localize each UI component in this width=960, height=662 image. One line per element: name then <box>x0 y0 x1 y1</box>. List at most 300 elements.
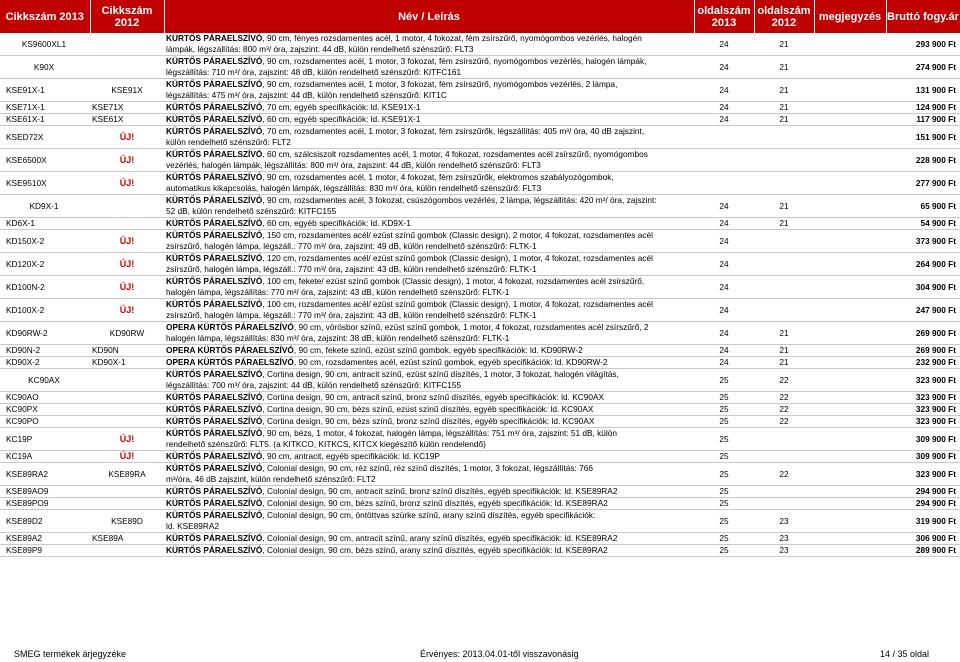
page-2012: 21 <box>754 345 814 357</box>
gross-price: 304 900 Ft <box>886 276 960 299</box>
product-description <box>164 498 694 510</box>
page-2012 <box>754 253 814 276</box>
page-2013: 25 <box>694 416 754 428</box>
product-description <box>164 114 694 126</box>
page-2013 <box>694 172 754 195</box>
table-row <box>0 357 960 369</box>
product-name: KÜRTŐS PÁRAELSZÍVÓ <box>166 299 263 309</box>
product-name: KÜRTŐS PÁRAELSZÍVÓ <box>166 56 263 66</box>
article-code-2013: KSED72X <box>0 126 90 149</box>
product-name: KÜRTŐS PÁRAELSZÍVÓ <box>166 369 263 379</box>
article-code-2013: KD100X-2 <box>0 299 90 322</box>
new-badge: ÚJ! <box>90 126 164 149</box>
product-description <box>164 195 694 218</box>
page-2012 <box>754 498 814 510</box>
article-code-2013: KSE89A2 <box>0 533 90 545</box>
gross-price: 264 900 Ft <box>886 253 960 276</box>
description-line-1: , 60 cm, egyéb specifikációk: ld. KSE91X-1 <box>262 114 421 124</box>
article-code-2012 <box>90 195 164 218</box>
description-line-1: , Colonial design, 90 cm, bézs színű, arany színű díszítés, egyéb specifikációk: ld. KSE89RA2 <box>262 545 608 555</box>
product-description <box>164 428 694 451</box>
product-description <box>164 299 694 322</box>
gross-price: 294 900 Ft <box>886 498 960 510</box>
page-2013: 25 <box>694 498 754 510</box>
page-2012: 21 <box>754 357 814 369</box>
product-description <box>164 79 694 102</box>
page-2013: 24 <box>694 114 754 126</box>
remark-cell <box>814 114 886 126</box>
description-line-2: zsírszűrő, halogén lámpa, légszáll.: 770 m³/ óra, zajszint: 43 dB, külön rendelhető szénszűrő: FLTK-1 <box>166 264 537 274</box>
article-code-2013: KC90PX <box>0 404 90 416</box>
description-line-1: , 90 cm, bézs, 1 motor, 4 fokozat, halogén lámpa, légszállítás: 751 m³/ óra, zajszint: 51 dB, külön <box>262 428 617 438</box>
description-line-2: automatikus kikapcsolás, halogén lámpák, légszállítás: 830 m³/ óra, külön rendelhető szénszűrő: FLT3 <box>166 183 542 193</box>
remark-cell <box>814 299 886 322</box>
article-code-2013: KC19A <box>0 451 90 463</box>
product-name: KÜRTŐS PÁRAELSZÍVÓ <box>166 126 263 136</box>
page-2012 <box>754 299 814 322</box>
page-2013: 24 <box>694 299 754 322</box>
remark-cell <box>814 56 886 79</box>
page-2012 <box>754 230 814 253</box>
description-line-1: , 90 cm, vörösbor színű, ezüst színű gombok, 1 motor, 4 fokozat, rozsdamentes acél zsírszűrő, 2 <box>293 322 649 332</box>
table-row <box>0 486 960 498</box>
product-description <box>164 404 694 416</box>
remark-cell <box>814 218 886 230</box>
new-badge: ÚJ! <box>90 230 164 253</box>
table-row <box>0 172 960 195</box>
article-code-2012: KSE89RA <box>90 463 164 486</box>
page-2013: 25 <box>694 428 754 451</box>
description-line-2: 52 dB, külön rendelhető szénszűrő: KITFC155 <box>166 206 337 216</box>
gross-price: 289 900 Ft <box>886 545 960 557</box>
article-code-2013: KSE89PO9 <box>0 498 90 510</box>
header-price: Bruttó fogy.ár <box>886 0 960 33</box>
remark-cell <box>814 126 886 149</box>
page-2013: 25 <box>694 369 754 392</box>
description-line-1: , 70 cm, rozsdamentes acél, 1 motor, 3 fokozat, fém zsírszűrők, légszállítás: 405 m³/ óra, 40 dB zajszint, <box>262 126 645 136</box>
page-2013: 25 <box>694 463 754 486</box>
page-2012: 22 <box>754 392 814 404</box>
product-description <box>164 369 694 392</box>
product-name: KÜRTŐS PÁRAELSZÍVÓ <box>166 463 263 473</box>
description-line-1: , 90 cm, rozsdamentes acél, 3 fokozat, csúszógombos vezérlés, 2 lámpa, légszállítás: 420 m³/ óra, zajszint: <box>262 195 657 205</box>
page-2012: 22 <box>754 416 814 428</box>
description-line-1: , 100 cm, rozsdamentes acél/ ezüst színű gombok (Classic design), 1 motor, 4 fokozat, rozsdamentes acél <box>262 299 653 309</box>
product-name: KÜRTŐS PÁRAELSZÍVÓ <box>166 533 263 543</box>
description-line-1: , 60 cm, szálcsiszolt rozsdamentes acél, 1 motor, 4 fokozat, rozsdamentes acél zsírszűrő, nyomógombos <box>262 149 648 159</box>
product-description <box>164 126 694 149</box>
description-line-2: zsírszűrő, halogén lámpa, légszáll.: 770 m³/ óra, zajszint: 49 dB, külön rendelhető szénszűrő: FLTK-1 <box>166 241 537 251</box>
header-cikkszam-2012: Cikkszám 2012 <box>90 0 164 33</box>
article-code-2012 <box>90 545 164 557</box>
product-description <box>164 345 694 357</box>
footer-page-number: 14 / 35 oldal <box>880 649 930 659</box>
header-name-description: Név / Leírás <box>164 0 694 33</box>
page-2012 <box>754 451 814 463</box>
table-row <box>0 253 960 276</box>
gross-price: 323 900 Ft <box>886 463 960 486</box>
remark-cell <box>814 392 886 404</box>
remark-cell <box>814 276 886 299</box>
gross-price: 323 900 Ft <box>886 369 960 392</box>
header-page-2013: oldalszám 2013 <box>694 0 754 33</box>
page-2013: 24 <box>694 322 754 345</box>
product-description <box>164 172 694 195</box>
remark-cell <box>814 102 886 114</box>
product-name: KÜRTŐS PÁRAELSZÍVÓ <box>166 392 263 402</box>
product-description <box>164 230 694 253</box>
description-line-2: zsírszűrő, halogén lámpa, légszáll.: 770 m³/ óra, zajszint: 43 dB, külön rendelhető szénszűrő: FLTK-1 <box>166 310 537 320</box>
remark-cell <box>814 369 886 392</box>
page-2013: 25 <box>694 404 754 416</box>
gross-price: 228 900 Ft <box>886 149 960 172</box>
product-description <box>164 276 694 299</box>
page-2013: 24 <box>694 357 754 369</box>
remark-cell <box>814 510 886 533</box>
description-line-2: légszállítás: 710 m³/ óra, zajszint: 48 dB, külön rendelhető szénszűrő: KITFC161 <box>166 67 462 77</box>
product-name: OPERA KÜRTŐS PÁRAELSZÍVÓ <box>166 322 294 332</box>
description-line-2: halogén lámpa, légszállítás: 770 m³/ óra, zajszint: 43 dB, külön rendelhető szénszűrő: FLTK-1 <box>166 287 510 297</box>
remark-cell <box>814 253 886 276</box>
description-line-2: rendelhető szénszűrő: FLT5. (a KITKCO, KITKCS, KITCX kiegészítő külön rendelendő) <box>166 439 486 449</box>
description-line-2: külön rendelhető szénszűrő: FLT2 <box>166 137 291 147</box>
remark-cell <box>814 463 886 486</box>
gross-price: 269 900 Ft <box>886 322 960 345</box>
gross-price: 309 900 Ft <box>886 451 960 463</box>
page-2013: 24 <box>694 253 754 276</box>
table-row <box>0 195 960 218</box>
product-description <box>164 463 694 486</box>
gross-price: 274 900 Ft <box>886 56 960 79</box>
article-code-2012: KSE71X <box>90 102 164 114</box>
gross-price: 323 900 Ft <box>886 416 960 428</box>
product-name: KÜRTŐS PÁRAELSZÍVÓ <box>166 218 263 228</box>
description-line-1: , 100 cm, fekete/ ezüst színű gombok (Classic design), 1 motor, 4 fokozat, rozsdamentes acél zsírszűrő, <box>262 276 645 286</box>
remark-cell <box>814 322 886 345</box>
description-line-1: , Cortina design, 90 cm, antracit színű, ezüst színű díszítés, 1 motor, 3 fokozat, halogén világítás, <box>262 369 619 379</box>
page-2013: 24 <box>694 33 754 56</box>
page-2012 <box>754 428 814 451</box>
page-2012: 21 <box>754 322 814 345</box>
description-line-2: lámpák, légszállítás: 800 m³/ óra, zajszint: 44 dB, külön rendelhető szénszűrő: FLT3 <box>166 44 474 54</box>
table-row <box>0 510 960 533</box>
article-code-2012 <box>90 369 164 392</box>
table-row <box>0 56 960 79</box>
table-row <box>0 322 960 345</box>
article-code-2012 <box>90 404 164 416</box>
page-2012: 23 <box>754 545 814 557</box>
remark-cell <box>814 33 886 56</box>
gross-price: 124 900 Ft <box>886 102 960 114</box>
article-code-2013: KD100N-2 <box>0 276 90 299</box>
table-row <box>0 428 960 451</box>
product-description <box>164 253 694 276</box>
remark-cell <box>814 345 886 357</box>
product-description <box>164 486 694 498</box>
article-code-2012 <box>90 33 164 56</box>
page-2013: 25 <box>694 510 754 533</box>
description-line-1: , 70 cm, egyéb specifikációk: ld. KSE91X-1 <box>262 102 421 112</box>
page-2012: 22 <box>754 369 814 392</box>
article-code-2013: KC90AO <box>0 392 90 404</box>
remark-cell <box>814 498 886 510</box>
article-code-2013: KSE9510X <box>0 172 90 195</box>
page-2012 <box>754 486 814 498</box>
description-line-2: vezérlés, halogén lámpák, légszállítás: 800 m³/ óra, zajszint: 44 dB, külön rendelhető szénszűrő: FLT3 <box>166 160 541 170</box>
article-code-2013: K90X <box>0 56 90 79</box>
table-row <box>0 545 960 557</box>
page-2013: 24 <box>694 102 754 114</box>
description-line-1: , Colonial design, 90 cm, öntöttvas szürke színű, arany színű díszítés, egyéb specifikációk: <box>262 510 596 520</box>
remark-cell <box>814 230 886 253</box>
remark-cell <box>814 79 886 102</box>
table-row <box>0 126 960 149</box>
description-line-1: , 90 cm, antracit, egyéb specifikációk: ld. KC19P <box>262 451 440 461</box>
product-description <box>164 102 694 114</box>
table-row <box>0 345 960 357</box>
description-line-1: , 90 cm, rozsdamentes acél, ezüst színű gombok, egyéb specifikációk: ld. KD90RW-2 <box>293 357 608 367</box>
gross-price: 247 900 Ft <box>886 299 960 322</box>
article-code-2012: KSE91X <box>90 79 164 102</box>
table-row <box>0 79 960 102</box>
header-remark: megjegyzés <box>814 0 886 33</box>
description-line-1: , 90 cm, rozsdamentes acél, 1 motor, 3 fokozat, fém zsírszűrő, nyomógombos vezérlés, halogén lámpák, <box>262 56 647 66</box>
description-line-1: , 120 cm, rozsdamentes acél/ ezüst színű gombok (Classic design), 1 motor, 4 fokozat, rozsdamentes acél <box>262 253 653 263</box>
product-name: KÜRTŐS PÁRAELSZÍVÓ <box>166 33 263 43</box>
article-code-2013: KC90AX <box>0 369 90 392</box>
description-line-1: , 90 cm, rozsdamentes acél, 1 motor, 3 fokozat, fém zsírszűrő, nyomógombos vezérlés, 2 lámpa, <box>262 79 618 89</box>
article-code-2012: KD90N <box>90 345 164 357</box>
new-badge: ÚJ! <box>90 428 164 451</box>
product-name: KÜRTŐS PÁRAELSZÍVÓ <box>166 451 263 461</box>
table-row <box>0 416 960 428</box>
table-row <box>0 498 960 510</box>
product-description <box>164 392 694 404</box>
page-2012: 22 <box>754 404 814 416</box>
gross-price: 277 900 Ft <box>886 172 960 195</box>
article-code-2013: KSE89AO9 <box>0 486 90 498</box>
product-name: KÜRTŐS PÁRAELSZÍVÓ <box>166 114 263 124</box>
article-code-2012: KD90RW <box>90 322 164 345</box>
product-description <box>164 56 694 79</box>
product-name: KÜRTŐS PÁRAELSZÍVÓ <box>166 428 263 438</box>
description-line-1: , 150 cm, rozsdamentes acél/ ezüst színű gombok (Classic design), 2 motor, 4 fokozat, rozsdamentes acél <box>262 230 653 240</box>
new-badge: ÚJ! <box>90 451 164 463</box>
product-description <box>164 357 694 369</box>
new-badge: ÚJ! <box>90 253 164 276</box>
description-line-1: , 60 cm, egyéb specifikációk: ld. KD9X-1 <box>262 218 411 228</box>
article-code-2013: KD150X-2 <box>0 230 90 253</box>
article-code-2013: KD90X-2 <box>0 357 90 369</box>
table-row <box>0 149 960 172</box>
page-2012: 23 <box>754 533 814 545</box>
product-name: KÜRTŐS PÁRAELSZÍVÓ <box>166 195 263 205</box>
gross-price: 269 900 Ft <box>886 345 960 357</box>
article-code-2013: KSE89RA2 <box>0 463 90 486</box>
product-name: KÜRTŐS PÁRAELSZÍVÓ <box>166 545 263 555</box>
page-2013: 25 <box>694 486 754 498</box>
article-code-2013: KSE61X-1 <box>0 114 90 126</box>
footer-center: Érvényes: 2013.04.01-től visszavonásig <box>420 649 579 659</box>
gross-price: 319 900 Ft <box>886 510 960 533</box>
product-name: KÜRTŐS PÁRAELSZÍVÓ <box>166 404 263 414</box>
gross-price: 65 900 Ft <box>886 195 960 218</box>
page-2013: 25 <box>694 533 754 545</box>
page-2012: 21 <box>754 218 814 230</box>
table-row <box>0 33 960 56</box>
header-cikkszam-2013: Cikkszám 2013 <box>0 0 90 33</box>
table-row <box>0 404 960 416</box>
article-code-2012: KSE61X <box>90 114 164 126</box>
product-description <box>164 322 694 345</box>
table-row <box>0 218 960 230</box>
page-2013: 25 <box>694 545 754 557</box>
page-2013: 24 <box>694 230 754 253</box>
product-name: OPERA KÜRTŐS PÁRAELSZÍVÓ <box>166 357 294 367</box>
description-line-1: , Cortina design, 90 cm, antracit színű, bronz színű díszítés, egyéb specifikációk: ld. KC90AX <box>262 392 605 402</box>
page-2012: 21 <box>754 114 814 126</box>
gross-price: 306 900 Ft <box>886 533 960 545</box>
remark-cell <box>814 195 886 218</box>
article-code-2012 <box>90 416 164 428</box>
table-body <box>0 33 960 557</box>
product-name: KÜRTŐS PÁRAELSZÍVÓ <box>166 486 263 496</box>
description-line-1: , 90 cm, fekete színű, ezüst színű gombok, egyéb specifikációk: ld. KD90RW-2 <box>293 345 583 355</box>
article-code-2013: KD90N-2 <box>0 345 90 357</box>
page-2013: 24 <box>694 218 754 230</box>
gross-price: 232 900 Ft <box>886 357 960 369</box>
table-row <box>0 276 960 299</box>
article-code-2013: KC90PO <box>0 416 90 428</box>
gross-price: 131 900 Ft <box>886 79 960 102</box>
article-code-2013: KSE89D2 <box>0 510 90 533</box>
article-code-2012 <box>90 392 164 404</box>
page-2012 <box>754 126 814 149</box>
page-2013: 24 <box>694 195 754 218</box>
page-2012 <box>754 172 814 195</box>
page-2013: 24 <box>694 276 754 299</box>
product-name: KÜRTŐS PÁRAELSZÍVÓ <box>166 172 263 182</box>
description-line-2: m³/óra, 46 dB zajszint, külön rendelhető szénszűrő: FLT2 <box>166 474 376 484</box>
remark-cell <box>814 404 886 416</box>
page-2013: 25 <box>694 392 754 404</box>
article-code-2012 <box>90 498 164 510</box>
remark-cell <box>814 149 886 172</box>
product-name: OPERA KÜRTŐS PÁRAELSZÍVÓ <box>166 345 294 355</box>
gross-price: 151 900 Ft <box>886 126 960 149</box>
header-page-2012: oldalszám 2012 <box>754 0 814 33</box>
article-code-2013: KS9600XL1 <box>0 33 90 56</box>
description-line-2: légszállítás: 475 m³/ óra, zajszint: 44 dB, külön rendelhető szénszűrő: KIT1C <box>166 90 447 100</box>
article-code-2013: KD9X-1 <box>0 195 90 218</box>
product-description <box>164 545 694 557</box>
product-description <box>164 33 694 56</box>
gross-price: 309 900 Ft <box>886 428 960 451</box>
gross-price: 373 900 Ft <box>886 230 960 253</box>
page-2013: 25 <box>694 451 754 463</box>
article-code-2012 <box>90 56 164 79</box>
remark-cell <box>814 416 886 428</box>
description-line-1: , Colonial design, 90 cm, réz színű, réz színű díszítés, 1 motor, 3 fokozat, légszállítás: 766 <box>262 463 593 473</box>
remark-cell <box>814 357 886 369</box>
product-description <box>164 451 694 463</box>
remark-cell <box>814 172 886 195</box>
remark-cell <box>814 486 886 498</box>
gross-price: 294 900 Ft <box>886 486 960 498</box>
table-row <box>0 230 960 253</box>
page-2012: 21 <box>754 56 814 79</box>
description-line-2: légszállítás: 700 m³/ óra, zajszint: 44 dB, külön rendelhető szénszűrő: KITFC155 <box>166 380 462 390</box>
page-2013 <box>694 149 754 172</box>
description-line-1: , Colonial design, 90 cm, antracit színű, bronz színű díszítés, egyéb specifikációk: ld. KSE89RA2 <box>262 486 618 496</box>
page-2013: 24 <box>694 56 754 79</box>
table-row <box>0 392 960 404</box>
product-name: KÜRTŐS PÁRAELSZÍVÓ <box>166 253 263 263</box>
product-description <box>164 533 694 545</box>
description-line-1: , Cortina design, 90 cm, bézs színű, bronz színű díszítés, egyéb specifikációk: ld. KC90AX <box>262 416 595 426</box>
article-code-2012: KSE89D <box>90 510 164 533</box>
product-description <box>164 149 694 172</box>
article-code-2013: KD90RW-2 <box>0 322 90 345</box>
article-code-2012 <box>90 486 164 498</box>
gross-price: 54 900 Ft <box>886 218 960 230</box>
product-name: KÜRTŐS PÁRAELSZÍVÓ <box>166 498 263 508</box>
page-2012 <box>754 149 814 172</box>
page-2013 <box>694 126 754 149</box>
gross-price: 323 900 Ft <box>886 392 960 404</box>
product-name: KÜRTŐS PÁRAELSZÍVÓ <box>166 276 263 286</box>
page-2012: 21 <box>754 102 814 114</box>
new-badge: ÚJ! <box>90 276 164 299</box>
article-code-2013: KD120X-2 <box>0 253 90 276</box>
page-2012: 21 <box>754 195 814 218</box>
product-name: KÜRTŐS PÁRAELSZÍVÓ <box>166 230 263 240</box>
article-code-2012: KSE89A <box>90 533 164 545</box>
page-2012: 22 <box>754 463 814 486</box>
gross-price: 117 900 Ft <box>886 114 960 126</box>
product-description <box>164 510 694 533</box>
description-line-2: halogén lámpa, légszállítás: 830 m³/ óra, zajszint: 38 dB, külön rendelhető szénszűrő: FLTK-1 <box>166 333 510 343</box>
product-name: KÜRTŐS PÁRAELSZÍVÓ <box>166 149 263 159</box>
new-badge: ÚJ! <box>90 149 164 172</box>
table-row <box>0 299 960 322</box>
article-code-2012 <box>90 218 164 230</box>
gross-price: 293 900 Ft <box>886 33 960 56</box>
table-row <box>0 533 960 545</box>
table-row <box>0 114 960 126</box>
page-2013: 24 <box>694 79 754 102</box>
description-line-1: , Cortina design, 90 cm, bézs színű, ezüst színű díszítés, egyéb specifikációk: ld. KC90AX <box>262 404 594 414</box>
product-name: KÜRTŐS PÁRAELSZÍVÓ <box>166 79 263 89</box>
product-name: KÜRTŐS PÁRAELSZÍVÓ <box>166 416 263 426</box>
remark-cell <box>814 428 886 451</box>
description-line-1: , 90 cm, rozsdamentes acél, 1 motor, 4 fokozat, fém zsírszűrők, elektromos szabályozógombok, <box>262 172 614 182</box>
product-description <box>164 218 694 230</box>
new-badge: ÚJ! <box>90 299 164 322</box>
page-2012 <box>754 276 814 299</box>
page-2013: 24 <box>694 345 754 357</box>
article-code-2013: KSE91X-1 <box>0 79 90 102</box>
description-line-1: , 90 cm, fényes rozsdamentes acél, 1 motor, 4 fokozat, fém zsírszűrő, nyomógombos vezérlés, halogén <box>262 33 642 43</box>
table-header-row <box>0 0 960 33</box>
remark-cell <box>814 533 886 545</box>
table-row <box>0 102 960 114</box>
article-code-2013: KSE71X-1 <box>0 102 90 114</box>
gross-price: 323 900 Ft <box>886 404 960 416</box>
article-code-2012: KD90X-1 <box>90 357 164 369</box>
description-line-1: , Colonial design, 90 cm, antracit színű, arany színű díszítés, egyéb specifikációk: ld. KSE89RA2 <box>262 533 618 543</box>
article-code-2013: KC19P <box>0 428 90 451</box>
